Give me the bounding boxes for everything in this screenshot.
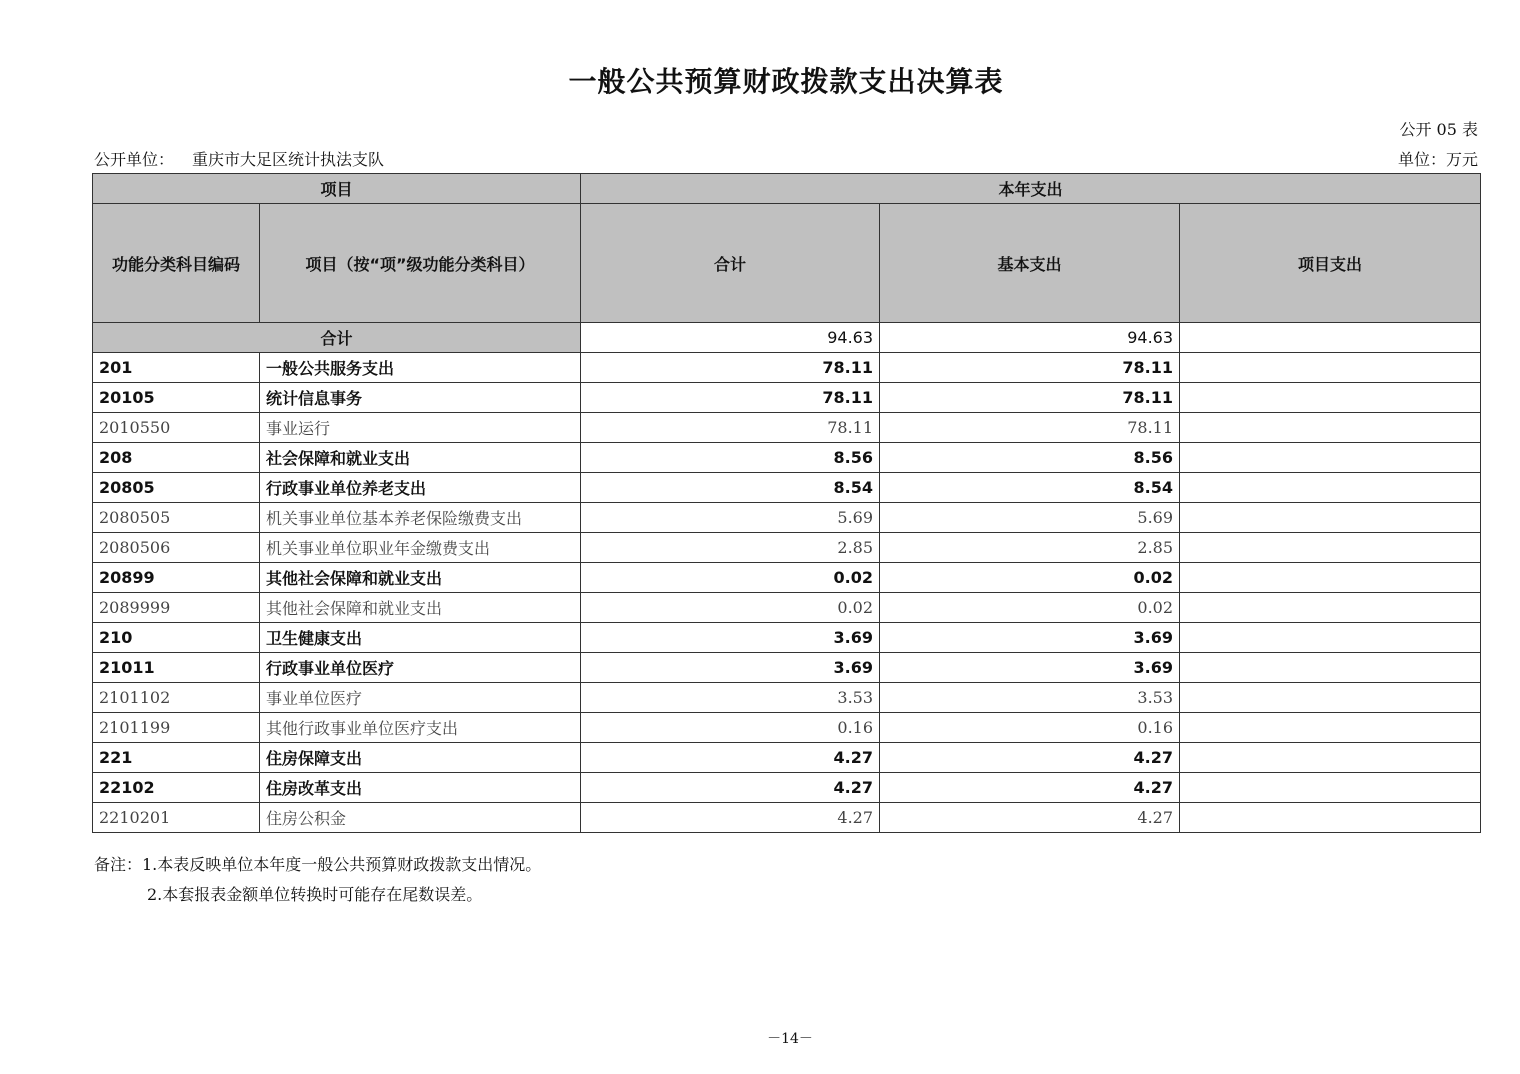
row-code: 201 (93, 353, 260, 383)
row-code: 20105 (93, 383, 260, 413)
row-project (1180, 563, 1481, 593)
row-name: 其他社会保障和就业支出 (260, 563, 581, 593)
table-row (93, 353, 1481, 383)
row-basic: 3.69 (880, 653, 1180, 683)
row-project (1180, 593, 1481, 623)
row-name: 住房改革支出 (260, 773, 581, 803)
row-project (1180, 473, 1481, 503)
currency-unit: 单位：万元 (1397, 150, 1478, 169)
total-project (1180, 323, 1481, 353)
row-basic: 78.11 (880, 383, 1180, 413)
total-label: 合计 (93, 323, 581, 353)
reporting-unit-label: 公开单位： (94, 150, 175, 169)
row-code: 2089999 (93, 593, 260, 623)
header-code: 功能分类科目编码 (93, 204, 260, 323)
row-total: 8.54 (581, 473, 880, 503)
header-project-expenditure: 项目支出 (1180, 204, 1481, 323)
table-row (93, 803, 1481, 833)
row-project (1180, 443, 1481, 473)
table-row (93, 473, 1481, 503)
header-project: 项目 (93, 174, 581, 204)
row-name: 住房公积金 (260, 803, 581, 833)
row-code: 2101102 (93, 683, 260, 713)
row-project (1180, 383, 1481, 413)
row-total: 2.85 (581, 533, 880, 563)
header-total: 合计 (581, 204, 880, 323)
row-basic: 4.27 (880, 773, 1180, 803)
row-basic: 0.02 (880, 593, 1180, 623)
page-title: 一般公共预算财政拨款支出决算表 (568, 65, 1004, 98)
table-row (93, 773, 1481, 803)
row-name: 住房保障支出 (260, 743, 581, 773)
row-name: 其他社会保障和就业支出 (260, 593, 581, 623)
row-project (1180, 713, 1481, 743)
row-total: 78.11 (581, 383, 880, 413)
row-name: 其他行政事业单位医疗支出 (260, 713, 581, 743)
row-code: 2210201 (93, 803, 260, 833)
total-amount: 94.63 (581, 323, 880, 353)
row-name: 社会保障和就业支出 (260, 443, 581, 473)
row-total: 3.69 (581, 653, 880, 683)
row-total: 0.02 (581, 593, 880, 623)
table-row (93, 743, 1481, 773)
table-row (93, 653, 1481, 683)
row-code: 21011 (93, 653, 260, 683)
row-code: 2010550 (93, 413, 260, 443)
row-code: 2080506 (93, 533, 260, 563)
row-basic: 5.69 (880, 503, 1180, 533)
reporting-unit-name: 重庆市大足区统计执法支队 (192, 150, 385, 169)
row-code: 20899 (93, 563, 260, 593)
row-name: 事业运行 (260, 413, 581, 443)
table-row (93, 533, 1481, 563)
note-1: 备注：1.本表反映单位本年度一般公共预算财政拨款支出情况。 (94, 855, 542, 874)
row-total: 4.27 (581, 773, 880, 803)
row-basic: 78.11 (880, 353, 1180, 383)
table-row (93, 443, 1481, 473)
row-total: 3.69 (581, 623, 880, 653)
row-name: 机关事业单位职业年金缴费支出 (260, 533, 581, 563)
total-row (93, 323, 1481, 353)
row-name: 卫生健康支出 (260, 623, 581, 653)
header-basic: 基本支出 (880, 204, 1180, 323)
row-code: 20805 (93, 473, 260, 503)
table-row (93, 503, 1481, 533)
row-code: 221 (93, 743, 260, 773)
row-basic: 4.27 (880, 743, 1180, 773)
row-name: 行政事业单位医疗 (260, 653, 581, 683)
row-basic: 3.69 (880, 623, 1180, 653)
row-name: 机关事业单位基本养老保险缴费支出 (260, 503, 581, 533)
row-total: 3.53 (581, 683, 880, 713)
expenditure-table (92, 173, 1481, 833)
notes (94, 850, 541, 910)
row-total: 0.16 (581, 713, 880, 743)
row-basic: 2.85 (880, 533, 1180, 563)
table-row (93, 413, 1481, 443)
table-row (93, 713, 1481, 743)
row-name: 事业单位医疗 (260, 683, 581, 713)
page-number: －14－ (767, 1031, 813, 1047)
row-total: 5.69 (581, 503, 880, 533)
row-basic: 8.54 (880, 473, 1180, 503)
row-project (1180, 653, 1481, 683)
note-2: 2.本套报表金额单位转换时可能存在尾数误差。 (147, 885, 483, 904)
row-basic: 0.16 (880, 713, 1180, 743)
row-project (1180, 623, 1481, 653)
row-project (1180, 803, 1481, 833)
row-project (1180, 743, 1481, 773)
table-row (93, 563, 1481, 593)
row-total: 78.11 (581, 413, 880, 443)
row-total: 4.27 (581, 803, 880, 833)
row-code: 22102 (93, 773, 260, 803)
table-row (93, 683, 1481, 713)
row-name: 行政事业单位养老支出 (260, 473, 581, 503)
row-basic: 78.11 (880, 413, 1180, 443)
row-code: 208 (93, 443, 260, 473)
row-project (1180, 503, 1481, 533)
row-project (1180, 683, 1481, 713)
row-project (1180, 413, 1481, 443)
form-number: 公开 05 表 (1399, 120, 1478, 139)
row-basic: 8.56 (880, 443, 1180, 473)
row-basic: 0.02 (880, 563, 1180, 593)
row-total: 4.27 (581, 743, 880, 773)
row-project (1180, 353, 1481, 383)
table-row (93, 623, 1481, 653)
table-row (93, 593, 1481, 623)
row-name: 统计信息事务 (260, 383, 581, 413)
header-item: 项目（按“项”级功能分类科目） (260, 204, 581, 323)
header-current-year: 本年支出 (581, 174, 1481, 204)
row-code: 210 (93, 623, 260, 653)
row-project (1180, 773, 1481, 803)
row-basic: 4.27 (880, 803, 1180, 833)
row-code: 2080505 (93, 503, 260, 533)
reporting-unit (94, 147, 384, 170)
row-project (1180, 533, 1481, 563)
row-basic: 3.53 (880, 683, 1180, 713)
row-code: 2101199 (93, 713, 260, 743)
row-total: 8.56 (581, 443, 880, 473)
row-total: 78.11 (581, 353, 880, 383)
total-basic: 94.63 (880, 323, 1180, 353)
row-name: 一般公共服务支出 (260, 353, 581, 383)
table-row (93, 383, 1481, 413)
row-total: 0.02 (581, 563, 880, 593)
